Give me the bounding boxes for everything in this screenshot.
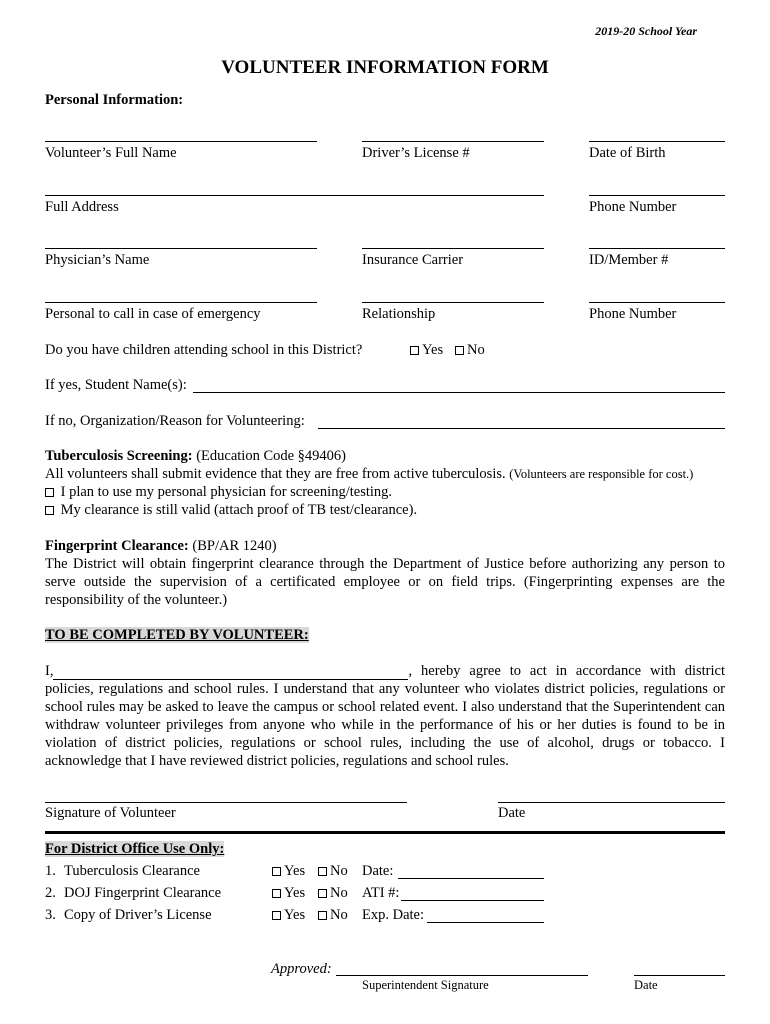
student-names-line[interactable] <box>193 392 725 393</box>
phone-line[interactable] <box>589 195 725 196</box>
fingerprint-text: The District will obtain fingerprint clearance through the Department of Justice before authorizing any person to serve outside the supervision of a certificated employee or on field trips. (Fingerprinting expenses are the responsibility of the volunteer.) <box>45 556 725 608</box>
fingerprint-heading <box>45 538 277 555</box>
tb-note: (Volunteers are responsible for cost.) <box>509 467 694 481</box>
emergency-line[interactable] <box>45 302 317 303</box>
office-item-label: DOJ Fingerprint Clearance <box>64 885 222 901</box>
agreement-heading <box>45 627 309 644</box>
checkbox-icon[interactable] <box>272 867 281 876</box>
address-line[interactable] <box>45 195 544 196</box>
tb-option-2-label: My clearance is still valid (attach proof of TB test/clearance). <box>60 502 418 518</box>
approved-date-line[interactable] <box>634 975 725 976</box>
volunteer-name-blank[interactable] <box>53 665 408 680</box>
insurance-label: Insurance Carrier <box>362 252 464 268</box>
no-label: No <box>330 907 348 923</box>
office-field-line[interactable] <box>401 900 544 901</box>
office-heading <box>45 841 224 858</box>
member-id-label: ID/Member # <box>589 252 669 268</box>
no-label: No <box>330 863 348 879</box>
checkbox-icon[interactable] <box>318 867 327 876</box>
full-name-line[interactable] <box>45 141 317 142</box>
office-no-option[interactable] <box>318 885 348 902</box>
tb-title: Tuberculosis Screening: <box>45 448 193 464</box>
office-item-number: 2. <box>45 885 56 901</box>
checkbox-icon[interactable] <box>455 346 464 355</box>
dob-line[interactable] <box>589 141 725 142</box>
tb-statement: All volunteers shall submit evidence that they are free from active tuberculosis. <box>45 466 506 482</box>
superintendent-signature-label: Superintendent Signature <box>362 978 489 992</box>
children-yes-option[interactable] <box>410 342 443 359</box>
signature-line[interactable] <box>45 802 407 803</box>
organization-line[interactable] <box>318 428 725 429</box>
organization-label: If no, Organization/Reason for Volunteering: <box>45 413 305 429</box>
fingerprint-code: (BP/AR 1240) <box>188 538 277 554</box>
phone2-line[interactable] <box>589 302 725 303</box>
agreement-title: TO BE COMPLETED BY VOLUNTEER: <box>45 627 309 643</box>
checkbox-icon[interactable] <box>410 346 419 355</box>
member-id-line[interactable] <box>589 248 725 249</box>
tb-option-1-label: I plan to use my personal physician for screening/testing. <box>60 484 393 500</box>
relationship-label: Relationship <box>362 306 436 322</box>
no-label: No <box>330 885 348 901</box>
agreement-prefix: I, <box>45 663 54 679</box>
tb-heading <box>45 448 346 465</box>
checkbox-icon[interactable] <box>272 911 281 920</box>
tb-option-2[interactable] <box>45 502 417 519</box>
signature-label: Signature of Volunteer <box>45 805 176 821</box>
tb-option-1[interactable] <box>45 484 392 501</box>
no-label: No <box>467 342 485 358</box>
tb-code: (Education Code §49406) <box>192 448 347 464</box>
yes-label: Yes <box>284 885 306 901</box>
office-field-label: ATI #: <box>362 885 400 901</box>
form-title: VOLUNTEER INFORMATION FORM <box>221 57 549 78</box>
tb-text <box>45 466 693 483</box>
checkbox-icon[interactable] <box>318 911 327 920</box>
office-field-label: Exp. Date: <box>362 907 425 923</box>
office-field-line[interactable] <box>398 878 544 879</box>
approved-signature-line[interactable] <box>336 975 588 976</box>
drivers-license-line[interactable] <box>362 141 544 142</box>
office-item-label: Copy of Driver’s License <box>64 907 212 923</box>
office-yes-option[interactable] <box>272 907 305 924</box>
yes-label: Yes <box>284 863 306 879</box>
office-title: For District Office Use Only: <box>45 841 225 857</box>
office-no-option[interactable] <box>318 907 348 924</box>
section-divider <box>45 831 725 834</box>
drivers-license-label: Driver’s License # <box>362 145 470 161</box>
checkbox-icon[interactable] <box>45 488 54 497</box>
approved-label: Approved: <box>271 961 332 977</box>
office-yes-option[interactable] <box>272 863 305 880</box>
agreement-text <box>45 662 725 770</box>
emergency-label: Personal to call in case of emergency <box>45 306 261 322</box>
phone2-label: Phone Number <box>589 306 677 322</box>
office-field-label: Date: <box>362 863 394 879</box>
yes-label: Yes <box>422 342 444 358</box>
personal-info-heading: Personal Information: <box>45 92 184 108</box>
school-year: 2019-20 School Year <box>595 24 697 38</box>
physician-label: Physician’s Name <box>45 252 150 268</box>
relationship-line[interactable] <box>362 302 544 303</box>
fingerprint-title: Fingerprint Clearance: <box>45 538 189 554</box>
checkbox-icon[interactable] <box>272 889 281 898</box>
student-names-label: If yes, Student Name(s): <box>45 377 187 393</box>
address-label: Full Address <box>45 199 119 215</box>
office-field-line[interactable] <box>427 922 544 923</box>
approved-date-label: Date <box>634 978 658 992</box>
full-name-label: Volunteer’s Full Name <box>45 145 177 161</box>
children-question: Do you have children attending school in this District? <box>45 342 363 358</box>
office-yes-option[interactable] <box>272 885 305 902</box>
signature-date-label: Date <box>498 805 526 821</box>
yes-label: Yes <box>284 907 306 923</box>
agreement-body: , hereby agree to act in accordance with district policies, regulations and school rules. I understand that any volunteer who violates district policies, regulations or school rules may be asked to leave the campus or school related event. I also understand that the Superintendent can withdraw volunteer privileges from anyone who while in the performance of his or her duties is found to be in violation of district policies, regulations or school rules, including the use of alcohol, drugs or tobacco. I acknowledge that I have reviewed district policies, regulations and school rules. <box>45 663 725 769</box>
office-item-number: 1. <box>45 863 56 879</box>
office-item-number: 3. <box>45 907 56 923</box>
dob-label: Date of Birth <box>589 145 666 161</box>
phone-label: Phone Number <box>589 199 677 215</box>
checkbox-icon[interactable] <box>45 506 54 515</box>
physician-line[interactable] <box>45 248 317 249</box>
checkbox-icon[interactable] <box>318 889 327 898</box>
children-no-option[interactable] <box>455 342 485 359</box>
insurance-line[interactable] <box>362 248 544 249</box>
signature-date-line[interactable] <box>498 802 725 803</box>
office-item-label: Tuberculosis Clearance <box>64 863 200 879</box>
office-no-option[interactable] <box>318 863 348 880</box>
